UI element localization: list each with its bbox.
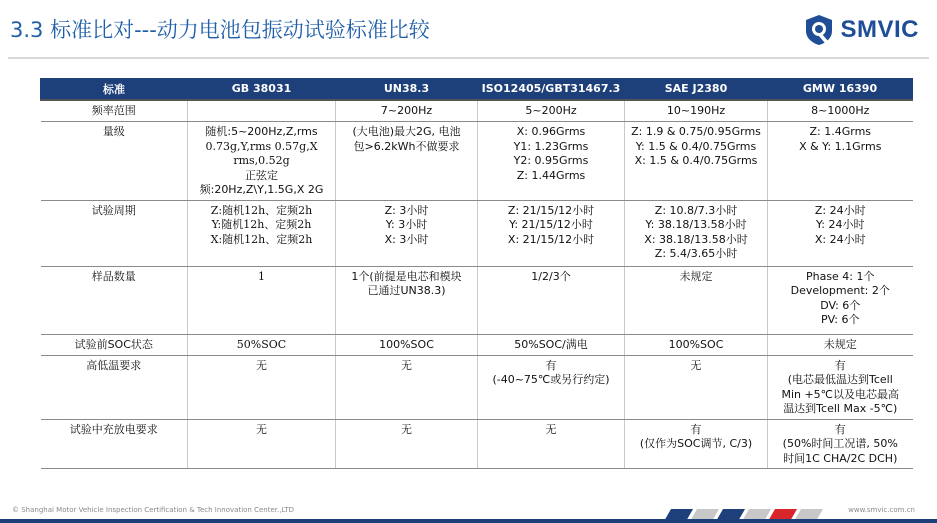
- cell-line: Phase 4: 1个: [805, 269, 875, 283]
- cell-line: (-40~75℃或另行约定): [492, 373, 610, 386]
- cell-line: 1个(前提是电芯和模块: [351, 269, 462, 283]
- cell-line: 0.73g,Y,rms 0.57g,X: [205, 139, 318, 153]
- table-cell: [478, 100, 625, 122]
- table-cell: [188, 334, 336, 355]
- cell-line: 包>6.2kWh不做要求: [353, 139, 460, 153]
- cell-line: 有: [545, 358, 557, 372]
- table-cell: [188, 200, 336, 266]
- cell-line: 1/2/3个: [531, 269, 571, 283]
- table-cell: [768, 334, 913, 355]
- table-cell: [625, 122, 768, 201]
- cell-line: 50%SOC/满电: [514, 337, 588, 351]
- cell-line: Y: 21/15/12小时: [509, 218, 593, 231]
- cell-line: 有: [690, 422, 702, 436]
- cell-line: rms,0.52g: [233, 154, 290, 167]
- standards-comparison-table: [40, 78, 913, 469]
- cell-line: Y: 3小时: [385, 218, 428, 231]
- cell-line: Z: 5.4/3.65小时: [654, 247, 738, 260]
- cell-line: 无: [690, 358, 702, 372]
- cell-line: 7~200Hz: [380, 103, 433, 117]
- table-cell: [478, 266, 625, 334]
- row-label: 试验中充放电要求: [41, 419, 188, 469]
- cell-line: Y: 24小时: [816, 218, 865, 231]
- cell-line: 无: [401, 422, 412, 436]
- cell-line: 已通过UN38.3): [367, 284, 446, 297]
- table-header-row: [41, 79, 913, 100]
- cell-line: Z: 1.44Grms: [516, 168, 586, 182]
- table-cell: [188, 122, 336, 201]
- cell-line: 1: [258, 269, 265, 283]
- cell-line: (50%时间工况谱, 50%: [782, 437, 898, 450]
- column-header: GB 38031: [188, 79, 336, 100]
- page-title: 3.3 标准比对---动力电池包振动试验标准比较: [10, 18, 430, 42]
- cell-line: Y:随机12h、定频2h: [211, 218, 312, 231]
- cell-line: Min +5℃以及电芯最高: [781, 387, 900, 401]
- table-cell: [188, 266, 336, 334]
- cell-line: 10~190Hz: [666, 103, 726, 117]
- table-cell: [768, 200, 913, 266]
- cell-line: Z: 1.9 & 0.75/0.95Grms: [631, 125, 761, 138]
- cell-line: (仅作为SOC调节, C/3): [639, 437, 753, 450]
- table-cell: [768, 266, 913, 334]
- table-row: [41, 200, 913, 266]
- cell-line: Y: 38.18/13.58小时: [645, 218, 747, 231]
- cell-line: 频:20Hz,Z\Y,1.5G,X 2G: [199, 183, 324, 196]
- cell-line: 未规定: [679, 269, 713, 283]
- table-cell: [768, 100, 913, 122]
- cell-line: 随机:5~200Hz,Z,rms: [205, 125, 318, 138]
- cell-line: 无: [256, 358, 267, 372]
- table-row: [41, 334, 913, 355]
- table-cell: [625, 200, 768, 266]
- cell-line: 时间1C CHA/2C DCH): [783, 451, 898, 465]
- table-cell: [625, 266, 768, 334]
- cell-line: X: 1.5 & 0.4/0.75Grms: [634, 154, 758, 167]
- table-cell: [478, 122, 625, 201]
- table-cell: [478, 419, 625, 469]
- cell-line: Z:随机12h、定频2h: [210, 203, 313, 217]
- cell-line: Y1: 1.23Grms: [513, 139, 589, 153]
- cell-line: 有: [834, 358, 846, 372]
- cell-line: 5~200Hz: [525, 103, 577, 117]
- table-cell: [625, 419, 768, 469]
- table-row: [41, 122, 913, 201]
- footer-bar: [0, 519, 937, 523]
- cell-line: Z: 10.8/7.3小时: [654, 203, 738, 217]
- table-row: [41, 355, 913, 419]
- cell-line: 未规定: [823, 337, 857, 351]
- website-link[interactable]: www.smvic.com.cn: [848, 506, 915, 514]
- cell-line: Z: 21/15/12小时: [507, 203, 595, 217]
- cell-line: 50%SOC: [236, 337, 287, 351]
- table-cell: [336, 122, 478, 201]
- table-cell: [478, 200, 625, 266]
- row-label: 量级: [41, 122, 188, 201]
- cell-line: X: 3小时: [384, 232, 429, 246]
- column-header: GMW 16390: [768, 79, 913, 100]
- cell-line: Z: 1.4Grms: [809, 125, 872, 138]
- table-cell: [478, 334, 625, 355]
- title-divider: [8, 57, 929, 59]
- cell-line: 8~1000Hz: [811, 103, 870, 117]
- table-cell: [625, 355, 768, 419]
- cell-line: PV: 6个: [821, 313, 860, 326]
- table-cell: [768, 122, 913, 201]
- cell-line: X: 38.18/13.58小时: [644, 232, 748, 246]
- table-cell: [336, 100, 478, 122]
- cell-line: 无: [545, 422, 557, 436]
- column-header: ISO12405/GBT31467.3: [478, 79, 625, 100]
- table-cell: [625, 100, 768, 122]
- cell-line: X: 24小时: [814, 232, 866, 246]
- column-header: 标准: [41, 79, 188, 100]
- column-header: SAE J2380: [625, 79, 768, 100]
- copyright-text: © Shanghai Motor Vehicle Inspection Certification & Tech Innovation Center.,LTD: [12, 506, 295, 514]
- smvic-logo: [804, 10, 919, 50]
- table-cell: [188, 355, 336, 419]
- table-cell: [188, 419, 336, 469]
- cell-line: (大电池)最大2G, 电池: [352, 125, 461, 138]
- table-cell: [336, 419, 478, 469]
- table-cell: [336, 266, 478, 334]
- row-label: 样品数量: [41, 266, 188, 334]
- row-label: 试验周期: [41, 200, 188, 266]
- cell-line: 100%SOC: [379, 337, 434, 351]
- cell-line: DV: 6个: [820, 298, 861, 312]
- table-cell: [336, 200, 478, 266]
- logo-text: SMVIC: [840, 16, 919, 43]
- row-label: 高低温要求: [41, 355, 188, 419]
- table-row: [41, 419, 913, 469]
- cell-line: 有: [834, 422, 846, 436]
- row-label: 频率范围: [41, 100, 188, 122]
- cell-line: 温达到Tcell Max -5℃): [783, 402, 898, 415]
- table-cell: [188, 100, 336, 122]
- cell-line: Y: 1.5 & 0.4/0.75Grms: [635, 139, 757, 153]
- cell-line: Z: 24小时: [814, 203, 866, 217]
- cell-line: Y2: 0.95Grms: [513, 154, 589, 167]
- row-label: 试验前SOC状态: [41, 334, 188, 355]
- cell-line: 正弦定: [245, 168, 278, 182]
- cell-line: X:随机12h、定频2h: [210, 232, 313, 246]
- cell-line: 100%SOC: [668, 337, 724, 351]
- cell-line: 无: [401, 358, 412, 372]
- table-row: [41, 100, 913, 122]
- cell-line: Z: 3小时: [384, 203, 429, 217]
- table-row: [41, 266, 913, 334]
- table-cell: [768, 419, 913, 469]
- table-cell: [768, 355, 913, 419]
- cell-line: X: 0.96Grms: [516, 125, 586, 138]
- table-cell: [336, 334, 478, 355]
- cell-line: Development: 2个: [790, 284, 890, 297]
- cell-line: (电芯最低温达到Tcell: [787, 373, 893, 386]
- column-header: UN38.3: [336, 79, 478, 100]
- table-cell: [625, 334, 768, 355]
- shield-q-logo-icon: [804, 14, 834, 46]
- table-cell: [478, 355, 625, 419]
- table-cell: [336, 355, 478, 419]
- cell-line: X: 21/15/12小时: [507, 232, 595, 246]
- cell-line: 无: [256, 422, 267, 436]
- cell-line: X & Y: 1.1Grms: [799, 139, 882, 153]
